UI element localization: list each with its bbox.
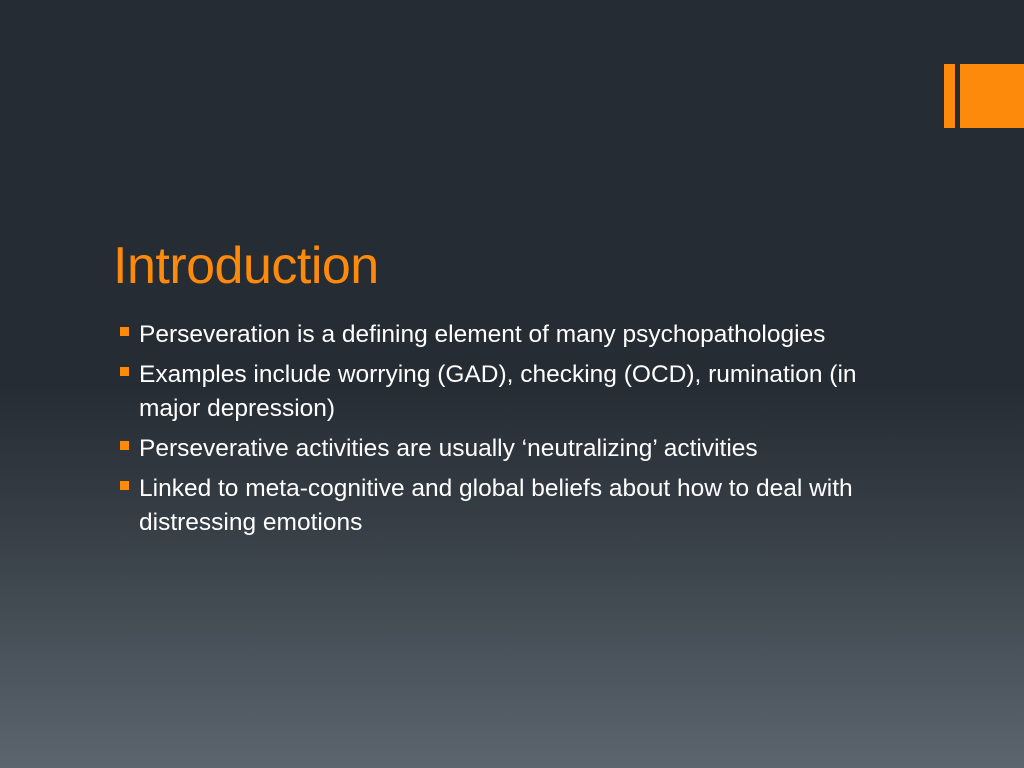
bullet-item [120, 318, 920, 352]
square-bullet-icon [120, 327, 129, 336]
accent-bar-thick [960, 64, 1024, 128]
bullet-item [120, 432, 920, 466]
bullet-item [120, 472, 920, 540]
bullet-item [120, 358, 920, 426]
bullet-text: Perseveration is a defining element of many psychopathologies [139, 321, 826, 348]
bullet-text: Linked to meta-cognitive and global beliefs about how to deal with distressing emotions [139, 475, 853, 536]
accent-bar-thin [944, 64, 955, 128]
bullet-text: Perseverative activities are usually ‘neutralizing’ activities [139, 435, 758, 462]
slide-title: Introduction [113, 237, 379, 295]
bullet-list [120, 318, 920, 546]
bullet-text: Examples include worrying (GAD), checking (OCD), rumination (in major depression) [139, 361, 857, 422]
square-bullet-icon [120, 367, 129, 376]
square-bullet-icon [120, 441, 129, 450]
square-bullet-icon [120, 481, 129, 490]
